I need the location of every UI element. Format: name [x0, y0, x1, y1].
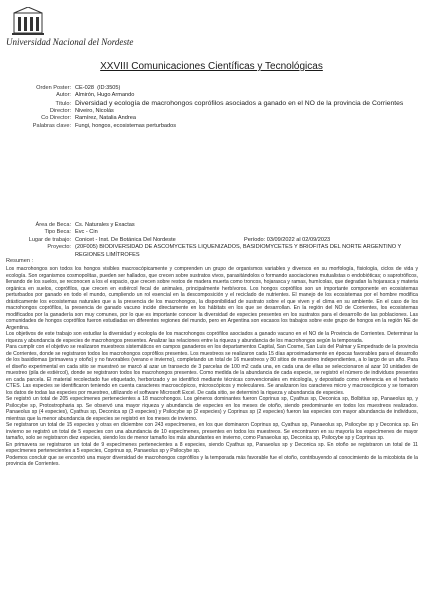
titulo-value: Diversidad y ecología de macrohongos coprófilos asociados a ganado en el NO de la provincia de Corrientes: [75, 99, 404, 107]
proyecto-value: (20F005) BIODIVERSIDAD DE ASCOMYCETES LIQUENIZADOS, BASIDIOMYCETES Y BRIOFITAS DEL NORTE ARGENTINO Y REGIONES LIMÍTROFES: [75, 244, 402, 258]
orden-row: [0, 85, 423, 92]
palabras-label: Palabras clave:: [32, 122, 71, 129]
palabras-value: Fungi, hongos, ecosistemas perturbados: [75, 122, 177, 129]
tipo-value: Evc - Cin: [75, 229, 98, 236]
tipo-label: Tipo Beca:: [44, 229, 71, 236]
director-label: Director:: [49, 107, 71, 114]
periodo-field: [244, 237, 330, 243]
area-label: Área de Beca:: [35, 222, 71, 228]
abstract-paragraph: Los macrohongos son todos los hongos visibles macroscópicamente y comprenden un grupo de organismos variables y diversos en su morfología, fisiología, ciclos de vida y ecología. Son organismos cosmopolitas, pueden ser hallados, que crecen sobre sustratos vivos, parasitándolos o formando asociaciones mutualistas o endobióticas; o saprotróficos, llenando de los suelos, se reconocen a los el espacio, que crecen sobre restos de madera muerta como troncos, hojarasca y ramas, humícolas, que degradan la hojarasca y materia orgánica en suelos, coprófilos, que crecen en estiércol fecal de animales, principalmente herbívoros. Los hongos coprófilos son un importante componente en ecosistemas perturbados por ganado en todo el mundo, cumpliendo un rol esencial en la descomposición y el reciclado de nutrientes. El manejo de los ecosistemas por el hombre modifica drásticamente los ecosistemas naturales que a la presencia de los macrohongos, la disponibilidad de sustrato sobre el que viven y el clima en su ambiente. En el caso de los macrohongos coprófilos, la presencia de ganado vacuno incide directamente en los hábitats en los que se desarrollan. En la región del NO de Corrientes, los ecosistemas modificados por la ganadería son muy comunes, por lo que es importante conocer la diversidad de especies presentes en los sustratos para el desarrollo de las poblaciones. Las comunidades de hongos coprófilos fueron estudiadas en diferentes regiones del mundo, pero en Argentina son escasos los trabajos sobre este grupo de hongos en la región NE de Argentina.: [6, 266, 418, 331]
abstract-paragraph: Para cumplir con el objetivo se realizaron muestreos sistemáticos en campos ganaderos en los departamentos Capital, San Cosme, San Luis del Palmar y Empedrado de la provincia de Corrientes, donde se registraron todos los macrohongos coprófilos presentes. Los muestreos se realizaron cada 15 días aproximadamente en épocas favorables para el desarrollo de los basidiomas (primavera y otoño) y no favorables (verano e invierno), completando un total de 16 muestreos y 80 sitios de muestreo independientes, a lo largo de un año. Para el diseño experimental en cada sitio se muestreó se marcó al azar un transecto de 3 parcelas de 100 m2 cada una, en cada una de ellas se seleccionaron al azar 10 unidades de muestreo (pila de estiércol), donde se registraron todos los macrohongos presentes. Como medida de la abundancia de cada especie, se registró el número de individuos presentes en cada parcela. El material recolectado fue etiquetado, herborizado y se identificó mediante técnicas convencionales en micología, y depositado como referencia en el herbario CTES. Las especies se identificaron teniendo en cuenta caracteres macroscópicos, microscópicos y moleculares. Se analizaron los caracteres micro y macroscópicos y se tomaron los datos de todas las especies por muestreo, utilizando el software Microsoft Excel. De cada sitio, se determinó la riqueza y abundancia de especies.: [6, 344, 418, 396]
lugar-row: [0, 237, 423, 244]
autor-row: [0, 92, 423, 99]
palabras-row: [0, 123, 423, 130]
director-value: Niveiro, Nicolás: [75, 107, 114, 114]
university-crest-icon: [8, 7, 48, 37]
lugar-label: Lugar de trabajo:: [28, 236, 71, 243]
abstract-paragraph: Los objetivos de este trabajo son estudiar la diversidad y ecología de los macrohongos coprófilos asociados a ganado vacuno en el NO de la Provincia de Corrientes. Determinar la riqueza y abundancia de especies de macrohongos presentes. Analizar las relaciones entre la riqueza y abundancia de los macrohongos según la temporada.: [6, 331, 418, 344]
page-header: [0, 0, 423, 70]
resumen-label: Resumen :: [6, 258, 34, 264]
codirector-label: Co Director:: [41, 115, 71, 122]
results-paragraph: Se registró un total de 205 especímenes pertenecientes a 18 macrohongos. Los géneros dominantes fueron Coprinus sp, Cyathus sp, Deconica sp, Bolbitius sp, Panaeolus sp, y Psilocybe sp, Protostropharia sp. Se observó una mayor riqueza y abundancia de especies en los meses de otoño, siendo predominante en todos los muestreos realizados. Panaeolus sp (4 especies), Cyathus sp, Deconica sp (3 especies) y Psilocybe sp (2 especies) y Coprinus sp (2 especies) fueron las especies con mayor abundancia de individuos, mientras que la menor abundancia de especies se registró en los meses de invierno.: [6, 396, 418, 422]
proyecto-row: [0, 244, 423, 259]
university-name: Universidad Nacional del Nordeste: [6, 37, 134, 47]
titulo-label: Título:: [55, 100, 71, 107]
results-paragraph: Se registraron un total de 15 especies y otras en diciembre con 243 especímenes, en los que dominaron Coprinus sp, Cyathus sp, Panaeolus sp, Psilocybe sp y Deconica sp. En invierno se registró un total de 5 especies con una abundancia de 10 especímenes, presentes en todos los muestreos. Se encontraron en su mayoría los especímenes de mayor tamaño, solo se registraron diez especies, siendo los de menor tamaño los más abundantes en invierno, como Panaeolus sp, Deconica sp, Psilocybe sp y Coprinus sp.: [6, 422, 418, 441]
conference-title: XXVIII Comunicaciones Científicas y Tecnológicas: [100, 61, 323, 72]
area-row: [0, 222, 423, 229]
orden-label: Orden Poster:: [36, 85, 71, 91]
results-paragraph: En primavera se registraron un total de 9 especímenes pertenecientes a 8 especies, siendo Cyathus sp, Panaeolus sp y Deconica sp. En otoño se registraron un total de 11 especímenes pertenecientes a 5 especies, Coprinus sp, Panaeolus sp y Psilocybe sp.: [6, 441, 418, 454]
periodo-value: 03/09/2022 al 02/09/2023: [266, 237, 331, 243]
director-row: [0, 108, 423, 115]
autor-label: Autor:: [56, 92, 71, 99]
conclusion-paragraph: Podemos concluir que se encontró una mayor diversidad de macrohongos coprófilos y la temporada más favorable fue el otoño, contribuyendo al conocimiento de la micobiota de la provincia de Corrientes.: [6, 454, 418, 467]
orden-value: CE-028 (ID:3505): [75, 85, 121, 91]
abstract-body: [6, 266, 418, 468]
tipo-row: [0, 229, 423, 236]
submission-metadata: [0, 85, 423, 130]
autor-value: Almirón, Hugo Armando: [75, 92, 135, 99]
periodo-label: Período:: [244, 237, 266, 243]
grant-metadata: [0, 222, 423, 259]
codirector-row: [0, 115, 423, 122]
titulo-row: [0, 100, 423, 108]
proyecto-label: Proyecto:: [47, 244, 71, 251]
area-value: Cs. Naturales y Exactas: [75, 222, 135, 228]
lugar-value: Conicet - Inst. De Botánica Del Nordeste: [75, 236, 176, 243]
codirector-value: Ramírez, Natalia Andrea: [75, 115, 136, 122]
